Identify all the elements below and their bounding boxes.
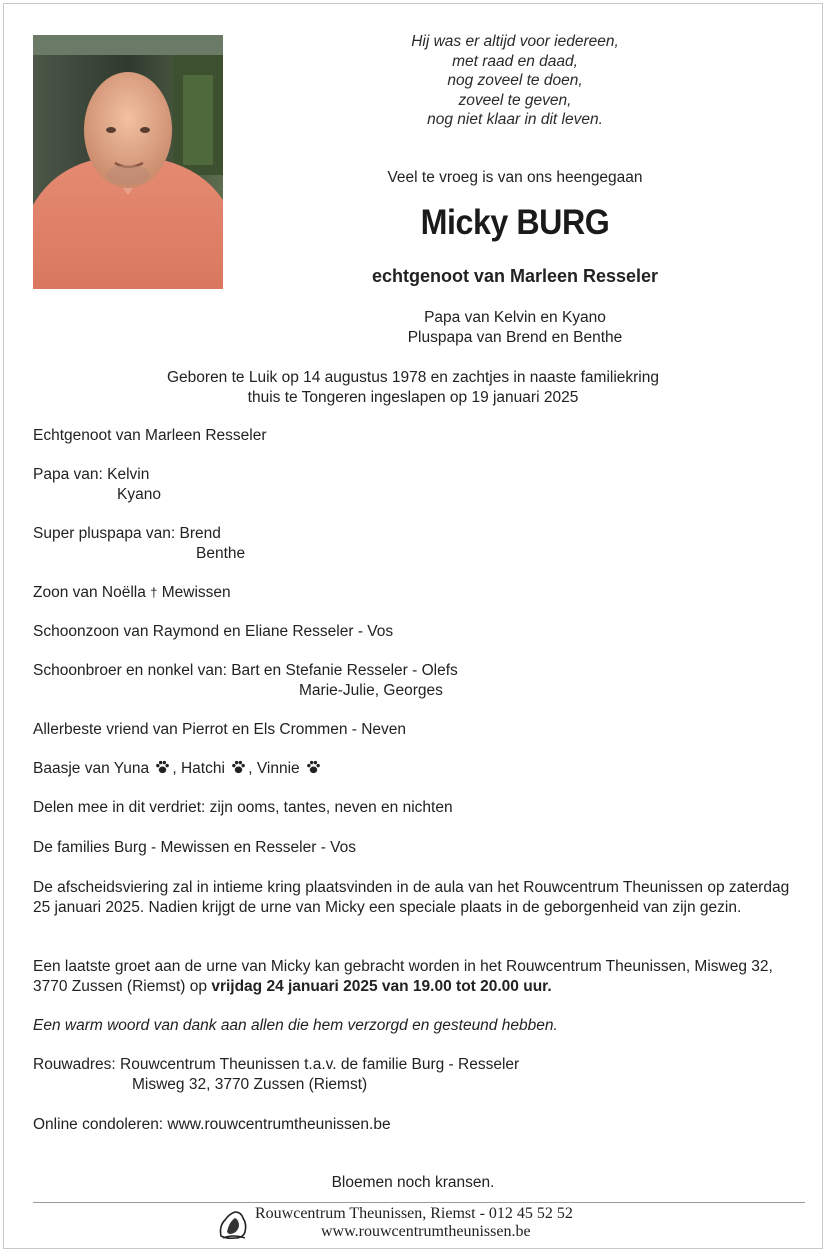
footer-divider (33, 1202, 805, 1203)
footer-line-2: www.rouwcentrumtheunissen.be (321, 1223, 531, 1240)
portrait-photo (33, 35, 223, 289)
family-zoon (33, 583, 231, 603)
spouse-line: echtgenoot van Marleen Resseler (371, 266, 659, 286)
family-verdriet: Delen mee in dit verdriet: zijn ooms, tantes, neven en nichten (33, 799, 453, 816)
footer-line-1: Rouwcentrum Theunissen, Riemst - 012 45 52 52 (255, 1205, 573, 1222)
paw-icon (306, 760, 321, 774)
poem-line: Hij was er altijd voor iedereen, (411, 33, 619, 50)
poem-line: zoveel te geven, (458, 91, 572, 109)
family-pluspapa-2: Benthe (196, 545, 246, 562)
parents-block (235, 308, 795, 348)
visitation-time: vrijdag 24 januari 2025 van 19.00 tot 20.00 uur. (211, 978, 552, 995)
thanks-line: Een warm woord van dank aan allen die hem verzorgd en gesteund hebben. (33, 1017, 558, 1034)
cross-icon: † (150, 585, 158, 600)
poem-line: nog zoveel te doen, (447, 72, 583, 89)
zoon-text-a: Zoon van Noëlla (33, 584, 146, 601)
family-papa: Papa van: Kelvin (33, 466, 150, 483)
birth-death-block (40, 368, 786, 408)
family-pluspapa: Super pluspapa van: Brend (33, 525, 221, 542)
family-schoonzoon: Schoonzoon van Raymond en Eliane Resseler - Vos (33, 623, 394, 640)
paw-icon (155, 760, 170, 774)
flowers-note: Bloemen noch kransen. (331, 1174, 495, 1191)
baasje-text-b: , Hatchi (172, 760, 225, 777)
visitation-text: Een laatste groet aan de urne van Micky kan gebracht worden in het Rouwcentrum Theunissen, Misweg 32, 3770 Zussen (Riemst) op (33, 958, 773, 995)
family-papa-2: Kyano (117, 486, 161, 503)
poem (235, 32, 795, 130)
online-condolences: Online condoleren: www.rouwcentrumtheunissen.be (33, 1116, 391, 1133)
family-schoonbroer: Schoonbroer en nonkel van: Bart en Stefanie Resseler - Olefs (33, 662, 458, 679)
intro-text: Veel te vroeg is van ons heengegaan (387, 169, 643, 186)
parents-line: Pluspapa van Brend en Benthe (407, 329, 623, 346)
birth-line: Geboren te Luik op 14 augustus 1978 en zachtjes in naaste familiekring (166, 369, 659, 386)
baasje-text-c: , Vinnie (248, 760, 300, 777)
poem-line: nog niet klaar in dit leven. (427, 111, 603, 128)
visitation-paragraph (33, 957, 793, 997)
family-schoonbroer-2: Marie-Julie, Georges (299, 682, 443, 699)
zoon-text-b: Mewissen (161, 584, 231, 601)
family-families: De families Burg - Mewissen en Resseler - Vos (33, 839, 357, 856)
deceased-name: Micky BURG (420, 203, 610, 242)
family-baasje (33, 759, 323, 779)
death-line: thuis te Tongeren ingeslapen op 19 januari 2025 (247, 389, 579, 406)
poem-line: met raad en daad, (452, 52, 578, 70)
ceremony-paragraph: De afscheidsviering zal in intieme kring plaatsvinden in de aula van het Rouwcentrum Theunissen op zaterdag 25 januari 2025. Nadien krijgt de urne van Micky een speciale plaats in de geborgenheid van zijn gezin. (33, 879, 790, 916)
family-echtgenoot: Echtgenoot van Marleen Resseler (33, 427, 267, 444)
rouwadres-2: Misweg 32, 3770 Zussen (Riemst) (132, 1076, 368, 1093)
paw-icon (231, 760, 246, 774)
parents-line: Papa van Kelvin en Kyano (424, 309, 606, 326)
rouwadres: Rouwadres: Rouwcentrum Theunissen t.a.v. de familie Burg - Resseler (33, 1056, 520, 1073)
family-vriend: Allerbeste vriend van Pierrot en Els Crommen - Neven (33, 721, 407, 738)
footer (255, 1205, 573, 1241)
funeral-home-logo (215, 1206, 251, 1242)
baasje-text-a: Baasje van Yuna (33, 760, 150, 777)
